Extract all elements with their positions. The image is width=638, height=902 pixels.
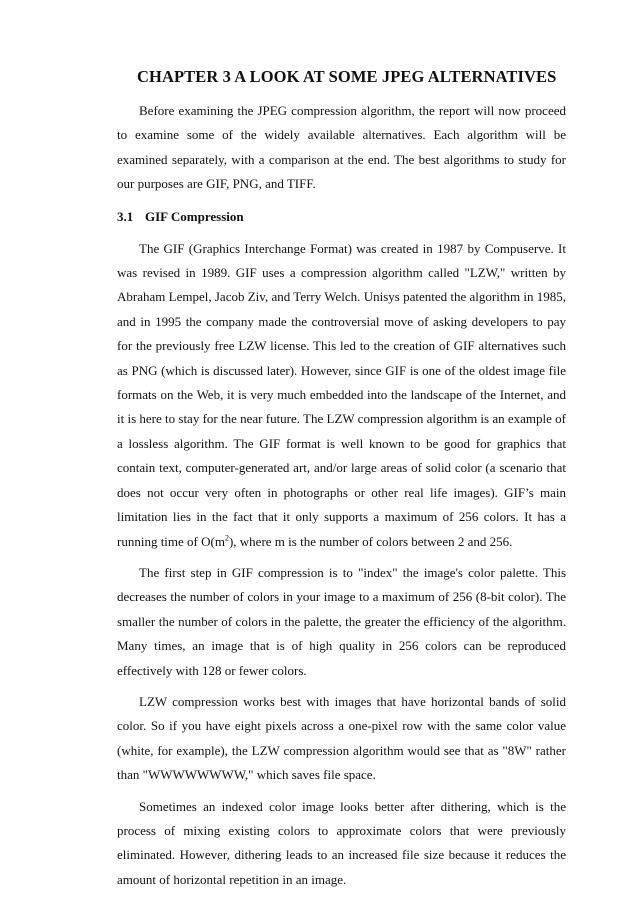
section-number: 3.1: [117, 208, 134, 224]
superscript-exponent: 2: [224, 533, 229, 543]
palette-indexing-paragraph: The first step in GIF compression is to "index" the image's color palette. This decreases the number of colors in your image to a maximum of 256 (8-bit color). The smaller the number of colors in the palette, the greater the efficiency of the algorithm. Many times, an image that is of high quality in 256 colors can be reproduced effectively with 128 or fewer colors.: [117, 564, 566, 678]
gif-history-text-end: ), where m is the number of colors between 2 and 256.: [228, 533, 513, 549]
lzw-bands-paragraph: LZW compression works best with images that have horizontal bands of solid color. So if you have eight pixels across a one-pixel row with the same color value (white, for example), the LZW compression algorithm would see that as "8W" rather than "WWWWWWWW," which saves file space.: [117, 693, 566, 783]
section-title: GIF Compression: [145, 208, 244, 224]
gif-history-text: The GIF (Graphics Interchange Format) was created in 1987 by Compuserve. It was revised in 1989. GIF uses a compression algorithm called "LZW," written by Abraham Lempel, Jacob Ziv, and Terry Welch. Unisys patented the algorithm in 1985, and in 1995 the company made the controversial move of asking developers to pay for the previously free LZW license. This led to the creation of GIF alternatives such as PNG (which is discussed later). However, since GIF is one of the oldest image file formats on the Web, it is very much embedded into the landscape of the Internet, and it is here to stay for the near future. The LZW compression algorithm is an example of a lossless algorithm. The GIF format is well known to be good for graphics that contain text, computer-generated art, and/or large areas of solid color (a scenario that does not occur very often in photographs or other real life images). GIF’s main limitation lies in the fact that it only supports a maximum of 256 colors. It has a running time of O(m: [117, 240, 566, 549]
gif-history-paragraph: [117, 237, 566, 554]
chapter-title: CHAPTER 3 A LOOK AT SOME JPEG ALTERNATIVES: [137, 67, 557, 86]
section-heading: [117, 205, 566, 229]
dithering-paragraph: Sometimes an indexed color image looks better after dithering, which is the process of mixing existing colors to approximate colors that were previously eliminated. However, dithering leads to an increased file size because it reduces the amount of horizontal repetition in an image.: [117, 798, 566, 887]
intro-paragraph: Before examining the JPEG compression algorithm, the report will now proceed to examine some of the widely available alternatives. Each algorithm will be examined separately, with a comparison at the end. The best algorithms to study for our purposes are GIF, PNG, and TIFF.: [117, 103, 566, 192]
